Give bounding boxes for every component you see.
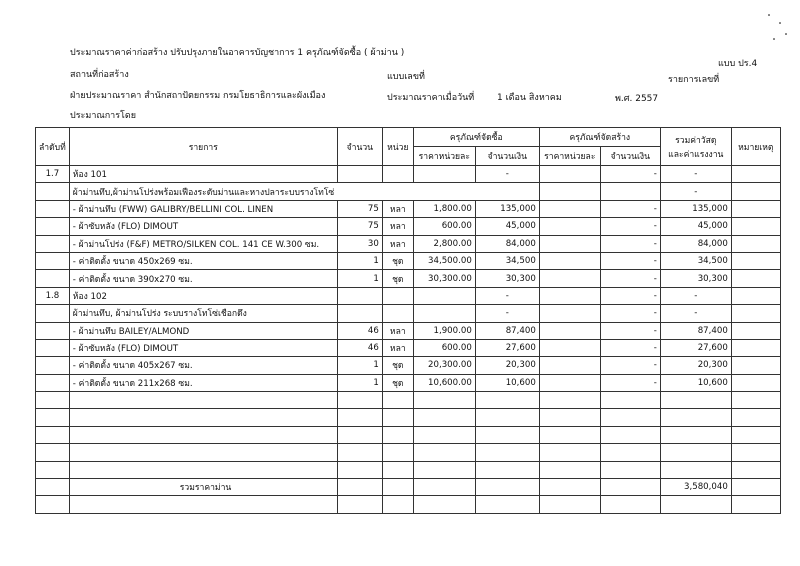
row-no: [36, 235, 70, 252]
row-build-unit-price: [539, 270, 600, 287]
row-unit: ชุด: [382, 357, 413, 374]
table-row: [36, 357, 781, 374]
row-qty: 46: [337, 322, 382, 339]
row-purchase-unit-price: 600.00: [413, 218, 475, 235]
row-item: [69, 426, 337, 443]
row-purchase-amount: 10,600: [475, 374, 539, 391]
row-build-unit-price: [539, 357, 600, 374]
row-unit: หลา: [382, 235, 413, 252]
col-header-item: รายการ: [69, 128, 337, 166]
table-row-empty: [36, 409, 781, 426]
table-row: [36, 218, 781, 235]
table-header: [36, 128, 781, 166]
estimate-date-label: ประมาณราคาเมื่อวันที่: [387, 93, 475, 103]
table-row: [36, 305, 781, 322]
row-qty: 1: [337, 252, 382, 269]
col-header-build-amount: จำนวนเงิน: [600, 147, 660, 166]
row-build-amount: -: [600, 339, 660, 356]
row-remark: [731, 322, 780, 339]
total-row-purchase-unit-price: [413, 479, 475, 496]
row-qty: [337, 426, 382, 443]
row-total: [660, 444, 731, 461]
row-unit: [382, 496, 413, 513]
row-purchase-unit-price: 30,300.00: [413, 270, 475, 287]
row-build-unit-price: [539, 444, 600, 461]
total-row-build-amount: [600, 479, 660, 496]
table-row: [36, 339, 781, 356]
row-purchase-amount: [475, 461, 539, 478]
row-item: [69, 461, 337, 478]
row-purchase-unit-price: 600.00: [413, 339, 475, 356]
row-qty: [337, 392, 382, 409]
row-unit: ชุด: [382, 374, 413, 391]
estimator-unit: ฝ่ายประมาณราคา สำนักสถาปัตยกรรม กรมโยธาธิการและผังเมือง: [70, 91, 326, 101]
total-row-qty: [337, 479, 382, 496]
row-build-amount: [600, 392, 660, 409]
row-build-amount: -: [600, 252, 660, 269]
row-item: [69, 392, 337, 409]
scan-speck: [785, 33, 787, 35]
row-remark: [731, 339, 780, 356]
row-purchase-unit-price: 2,800.00: [413, 235, 475, 252]
row-no: [36, 444, 70, 461]
table-row: [36, 252, 781, 269]
row-no: [36, 218, 70, 235]
row-remark: [731, 461, 780, 478]
row-purchase-unit-price: 20,300.00: [413, 357, 475, 374]
row-build-unit-price: [539, 322, 600, 339]
table-row: [36, 374, 781, 391]
row-remark: [731, 305, 780, 322]
total-label: รวมราคาม่าน: [69, 479, 337, 496]
row-build-amount: [600, 183, 660, 200]
estimate-year: พ.ศ. 2557: [615, 94, 659, 104]
row-unit: [382, 461, 413, 478]
row-total: 135,000: [660, 200, 731, 217]
row-purchase-unit-price: [413, 287, 475, 304]
row-total: 27,600: [660, 339, 731, 356]
row-total: -: [660, 305, 731, 322]
row-no: [36, 305, 70, 322]
row-build-unit-price: [539, 287, 600, 304]
row-purchase-amount: -: [475, 166, 539, 183]
row-purchase-amount: -: [475, 287, 539, 304]
row-purchase-amount: [475, 496, 539, 513]
row-total: 30,300: [660, 270, 731, 287]
row-total: 87,400: [660, 322, 731, 339]
table-row-empty: [36, 444, 781, 461]
row-build-unit-price: [539, 183, 600, 200]
doc-title-line: ประมาณราคาค่าก่อสร้าง ปรับปรุงภายในอาคารบัญชาการ 1 ครุภัณฑ์จัดซื้อ ( ผ้าม่าน ): [70, 48, 405, 58]
row-total: [660, 496, 731, 513]
row-build-unit-price: [539, 496, 600, 513]
col-header-build-unit-price: ราคาหน่วยละ: [539, 147, 600, 166]
row-purchase-unit-price: [413, 461, 475, 478]
row-total: -: [660, 287, 731, 304]
row-unit: [382, 287, 413, 304]
row-no: [36, 392, 70, 409]
row-total: -: [660, 166, 731, 183]
col-header-remark: หมายเหตุ: [731, 128, 780, 166]
row-total: 45,000: [660, 218, 731, 235]
row-purchase-unit-price: 1,800.00: [413, 200, 475, 217]
row-item: - ผ้าม่านทึบ (FWW) GALIBRY/BELLINI COL. LINEN: [69, 200, 337, 217]
row-unit: [382, 166, 413, 183]
row-remark: [731, 374, 780, 391]
total-row: [36, 479, 781, 496]
row-build-unit-price: [539, 166, 600, 183]
row-purchase-amount: 135,000: [475, 200, 539, 217]
col-header-purchase-unit-price: ราคาหน่วยละ: [413, 147, 475, 166]
row-item: [69, 409, 337, 426]
row-qty: 1: [337, 357, 382, 374]
row-purchase-amount: [475, 444, 539, 461]
form-number: แบบ ปร.4: [718, 59, 758, 69]
row-remark: [731, 166, 780, 183]
plan-number-label: แบบเลขที่: [387, 72, 425, 82]
row-remark: [731, 496, 780, 513]
table-row-empty: [36, 392, 781, 409]
row-build-amount: [600, 409, 660, 426]
row-qty: [337, 166, 382, 183]
row-unit: ชุด: [382, 252, 413, 269]
row-build-unit-price: [539, 339, 600, 356]
row-no: [36, 496, 70, 513]
row-build-amount: -: [600, 305, 660, 322]
row-purchase-unit-price: [413, 409, 475, 426]
row-no: [36, 461, 70, 478]
row-remark: [731, 287, 780, 304]
row-item: - ผ้าซับหลัง (FLO) DIMOUT: [69, 339, 337, 356]
row-purchase-amount: [475, 426, 539, 443]
table-row: [36, 270, 781, 287]
row-unit: [382, 305, 413, 322]
row-qty: [337, 409, 382, 426]
row-build-amount: [600, 426, 660, 443]
item-list-number-label: รายการเลขที่: [668, 75, 720, 85]
row-remark: [731, 252, 780, 269]
row-remark: [731, 357, 780, 374]
row-item: - ค่าติดตั้ง ขนาด 211x268 ซม.: [69, 374, 337, 391]
row-qty: [337, 444, 382, 461]
row-purchase-unit-price: [413, 166, 475, 183]
row-total: [660, 426, 731, 443]
row-purchase-unit-price: 1,900.00: [413, 322, 475, 339]
col-header-unit: หน่วย: [382, 128, 413, 166]
row-unit: หลา: [382, 322, 413, 339]
row-build-amount: -: [600, 270, 660, 287]
table-row-empty: [36, 461, 781, 478]
row-item: - ค่าติดตั้ง ขนาด 405x267 ซม.: [69, 357, 337, 374]
row-total: [660, 392, 731, 409]
row-no: 1.8: [36, 287, 70, 304]
row-no: [36, 183, 70, 200]
row-build-unit-price: [539, 374, 600, 391]
table-row: [36, 166, 781, 183]
row-item: [69, 444, 337, 461]
total-row-build-unit-price: [539, 479, 600, 496]
row-unit: [382, 444, 413, 461]
row-purchase-unit-price: [413, 392, 475, 409]
row-remark: [731, 270, 780, 287]
row-build-unit-price: [539, 200, 600, 217]
row-purchase-unit-price: [413, 496, 475, 513]
row-total: 20,300: [660, 357, 731, 374]
row-qty: 30: [337, 235, 382, 252]
table-row-empty: [36, 426, 781, 443]
total-row-no: [36, 479, 70, 496]
row-item: [69, 496, 337, 513]
row-unit: ชุด: [382, 270, 413, 287]
row-remark: [731, 218, 780, 235]
table-row: [36, 287, 781, 304]
boq-table: [35, 127, 781, 514]
row-qty: 1: [337, 374, 382, 391]
row-unit: [382, 409, 413, 426]
row-build-amount: [600, 461, 660, 478]
row-no: [36, 322, 70, 339]
row-build-amount: -: [600, 235, 660, 252]
row-item: ห้อง 101: [69, 166, 337, 183]
row-total: 34,500: [660, 252, 731, 269]
row-unit: [382, 426, 413, 443]
row-build-unit-price: [539, 235, 600, 252]
row-build-amount: -: [600, 322, 660, 339]
row-purchase-unit-price: 34,500.00: [413, 252, 475, 269]
site-label: สถานที่ก่อสร้าง: [70, 70, 129, 80]
row-build-amount: -: [600, 287, 660, 304]
row-remark: [731, 409, 780, 426]
row-build-amount: -: [600, 374, 660, 391]
row-purchase-amount: 30,300: [475, 270, 539, 287]
row-build-unit-price: [539, 252, 600, 269]
row-total: 10,600: [660, 374, 731, 391]
row-purchase-unit-price: 10,600.00: [413, 374, 475, 391]
row-no: [36, 409, 70, 426]
row-unit: หลา: [382, 200, 413, 217]
row-remark: [731, 392, 780, 409]
col-header-total: [660, 128, 731, 166]
row-item: - ค่าติดตั้ง ขนาด 450x269 ซม.: [69, 252, 337, 269]
col-header-qty: จำนวน: [337, 128, 382, 166]
row-item: ห้อง 102: [69, 287, 337, 304]
scan-speck: [768, 14, 770, 16]
row-build-amount: -: [600, 200, 660, 217]
row-no: [36, 426, 70, 443]
row-remark: [731, 444, 780, 461]
row-purchase-unit-price: [413, 305, 475, 322]
table-body: [36, 166, 781, 514]
row-purchase-amount: 34,500: [475, 252, 539, 269]
estimate-date: 1 เดือน สิงหาคม: [497, 93, 562, 103]
row-build-amount: -: [600, 166, 660, 183]
total-row-purchase-amount: [475, 479, 539, 496]
row-purchase-unit-price: [413, 444, 475, 461]
row-no: [36, 357, 70, 374]
row-qty: [337, 496, 382, 513]
row-qty: 1: [337, 270, 382, 287]
table-row: [36, 235, 781, 252]
row-purchase-amount: [475, 392, 539, 409]
table-row: [36, 183, 781, 200]
row-item: ผ้าม่านทึบ,ผ้าม่านโปร่งพร้อมเฟืองระดับม่านและหางปลาระบบรางโทโซ่: [69, 183, 539, 200]
estimated-by-label: ประมาณการโดย: [70, 111, 137, 121]
row-purchase-unit-price: [413, 426, 475, 443]
row-purchase-amount: 27,600: [475, 339, 539, 356]
col-group-build: ครุภัณฑ์จัดสร้าง: [539, 128, 660, 147]
row-qty: [337, 461, 382, 478]
row-total: -: [660, 183, 731, 200]
row-build-amount: [600, 444, 660, 461]
row-unit: หลา: [382, 339, 413, 356]
table-row-empty: [36, 496, 781, 513]
row-purchase-amount: 87,400: [475, 322, 539, 339]
total-row-unit: [382, 479, 413, 496]
row-unit: หลา: [382, 218, 413, 235]
row-build-unit-price: [539, 409, 600, 426]
col-header-no: ลำดับที่: [36, 128, 70, 166]
col-header-total-line1: รวมค่าวัสดุ: [675, 135, 717, 146]
row-qty: 75: [337, 200, 382, 217]
row-item: - ผ้าซับหลัง (FLO) DIMOUT: [69, 218, 337, 235]
row-build-unit-price: [539, 426, 600, 443]
row-qty: 75: [337, 218, 382, 235]
row-purchase-amount: 20,300: [475, 357, 539, 374]
scan-speck: [773, 38, 775, 40]
row-no: [36, 270, 70, 287]
table-row: [36, 200, 781, 217]
col-header-total-line2: และค่าแรงงาน: [668, 149, 724, 160]
scan-speck: [779, 22, 781, 24]
row-remark: [731, 426, 780, 443]
row-build-amount: -: [600, 218, 660, 235]
row-build-amount: [600, 496, 660, 513]
col-header-purchase-amount: จำนวนเงิน: [475, 147, 539, 166]
row-no: [36, 374, 70, 391]
row-build-unit-price: [539, 392, 600, 409]
row-build-unit-price: [539, 218, 600, 235]
row-purchase-amount: -: [475, 305, 539, 322]
row-qty: [337, 305, 382, 322]
row-purchase-amount: 45,000: [475, 218, 539, 235]
row-remark: [731, 235, 780, 252]
grand-total: 3,580,040: [660, 479, 731, 496]
row-no: [36, 252, 70, 269]
row-item: - ค่าติดตั้ง ขนาด 390x270 ซม.: [69, 270, 337, 287]
col-group-purchase: ครุภัณฑ์จัดซื้อ: [413, 128, 539, 147]
row-total: [660, 461, 731, 478]
row-build-unit-price: [539, 305, 600, 322]
row-purchase-amount: [475, 409, 539, 426]
row-unit: [382, 392, 413, 409]
row-purchase-amount: 84,000: [475, 235, 539, 252]
row-qty: [337, 287, 382, 304]
row-remark: [731, 183, 780, 200]
row-remark: [731, 200, 780, 217]
total-row-remark: [731, 479, 780, 496]
table-row: [36, 322, 781, 339]
row-total: [660, 409, 731, 426]
row-no: 1.7: [36, 166, 70, 183]
row-item: ผ้าม่านทึบ, ผ้าม่านโปร่ง ระบบรางโทโซ่เชือกดึง: [69, 305, 337, 322]
row-build-unit-price: [539, 461, 600, 478]
row-total: 84,000: [660, 235, 731, 252]
row-no: [36, 339, 70, 356]
row-item: - ผ้าม่านโปร่ง (F&F) METRO/SILKEN COL. 141 CE W.300 ซม.: [69, 235, 337, 252]
row-item: - ผ้าม่านทึบ BAILEY/ALMOND: [69, 322, 337, 339]
row-build-amount: -: [600, 357, 660, 374]
row-no: [36, 200, 70, 217]
row-qty: 46: [337, 339, 382, 356]
